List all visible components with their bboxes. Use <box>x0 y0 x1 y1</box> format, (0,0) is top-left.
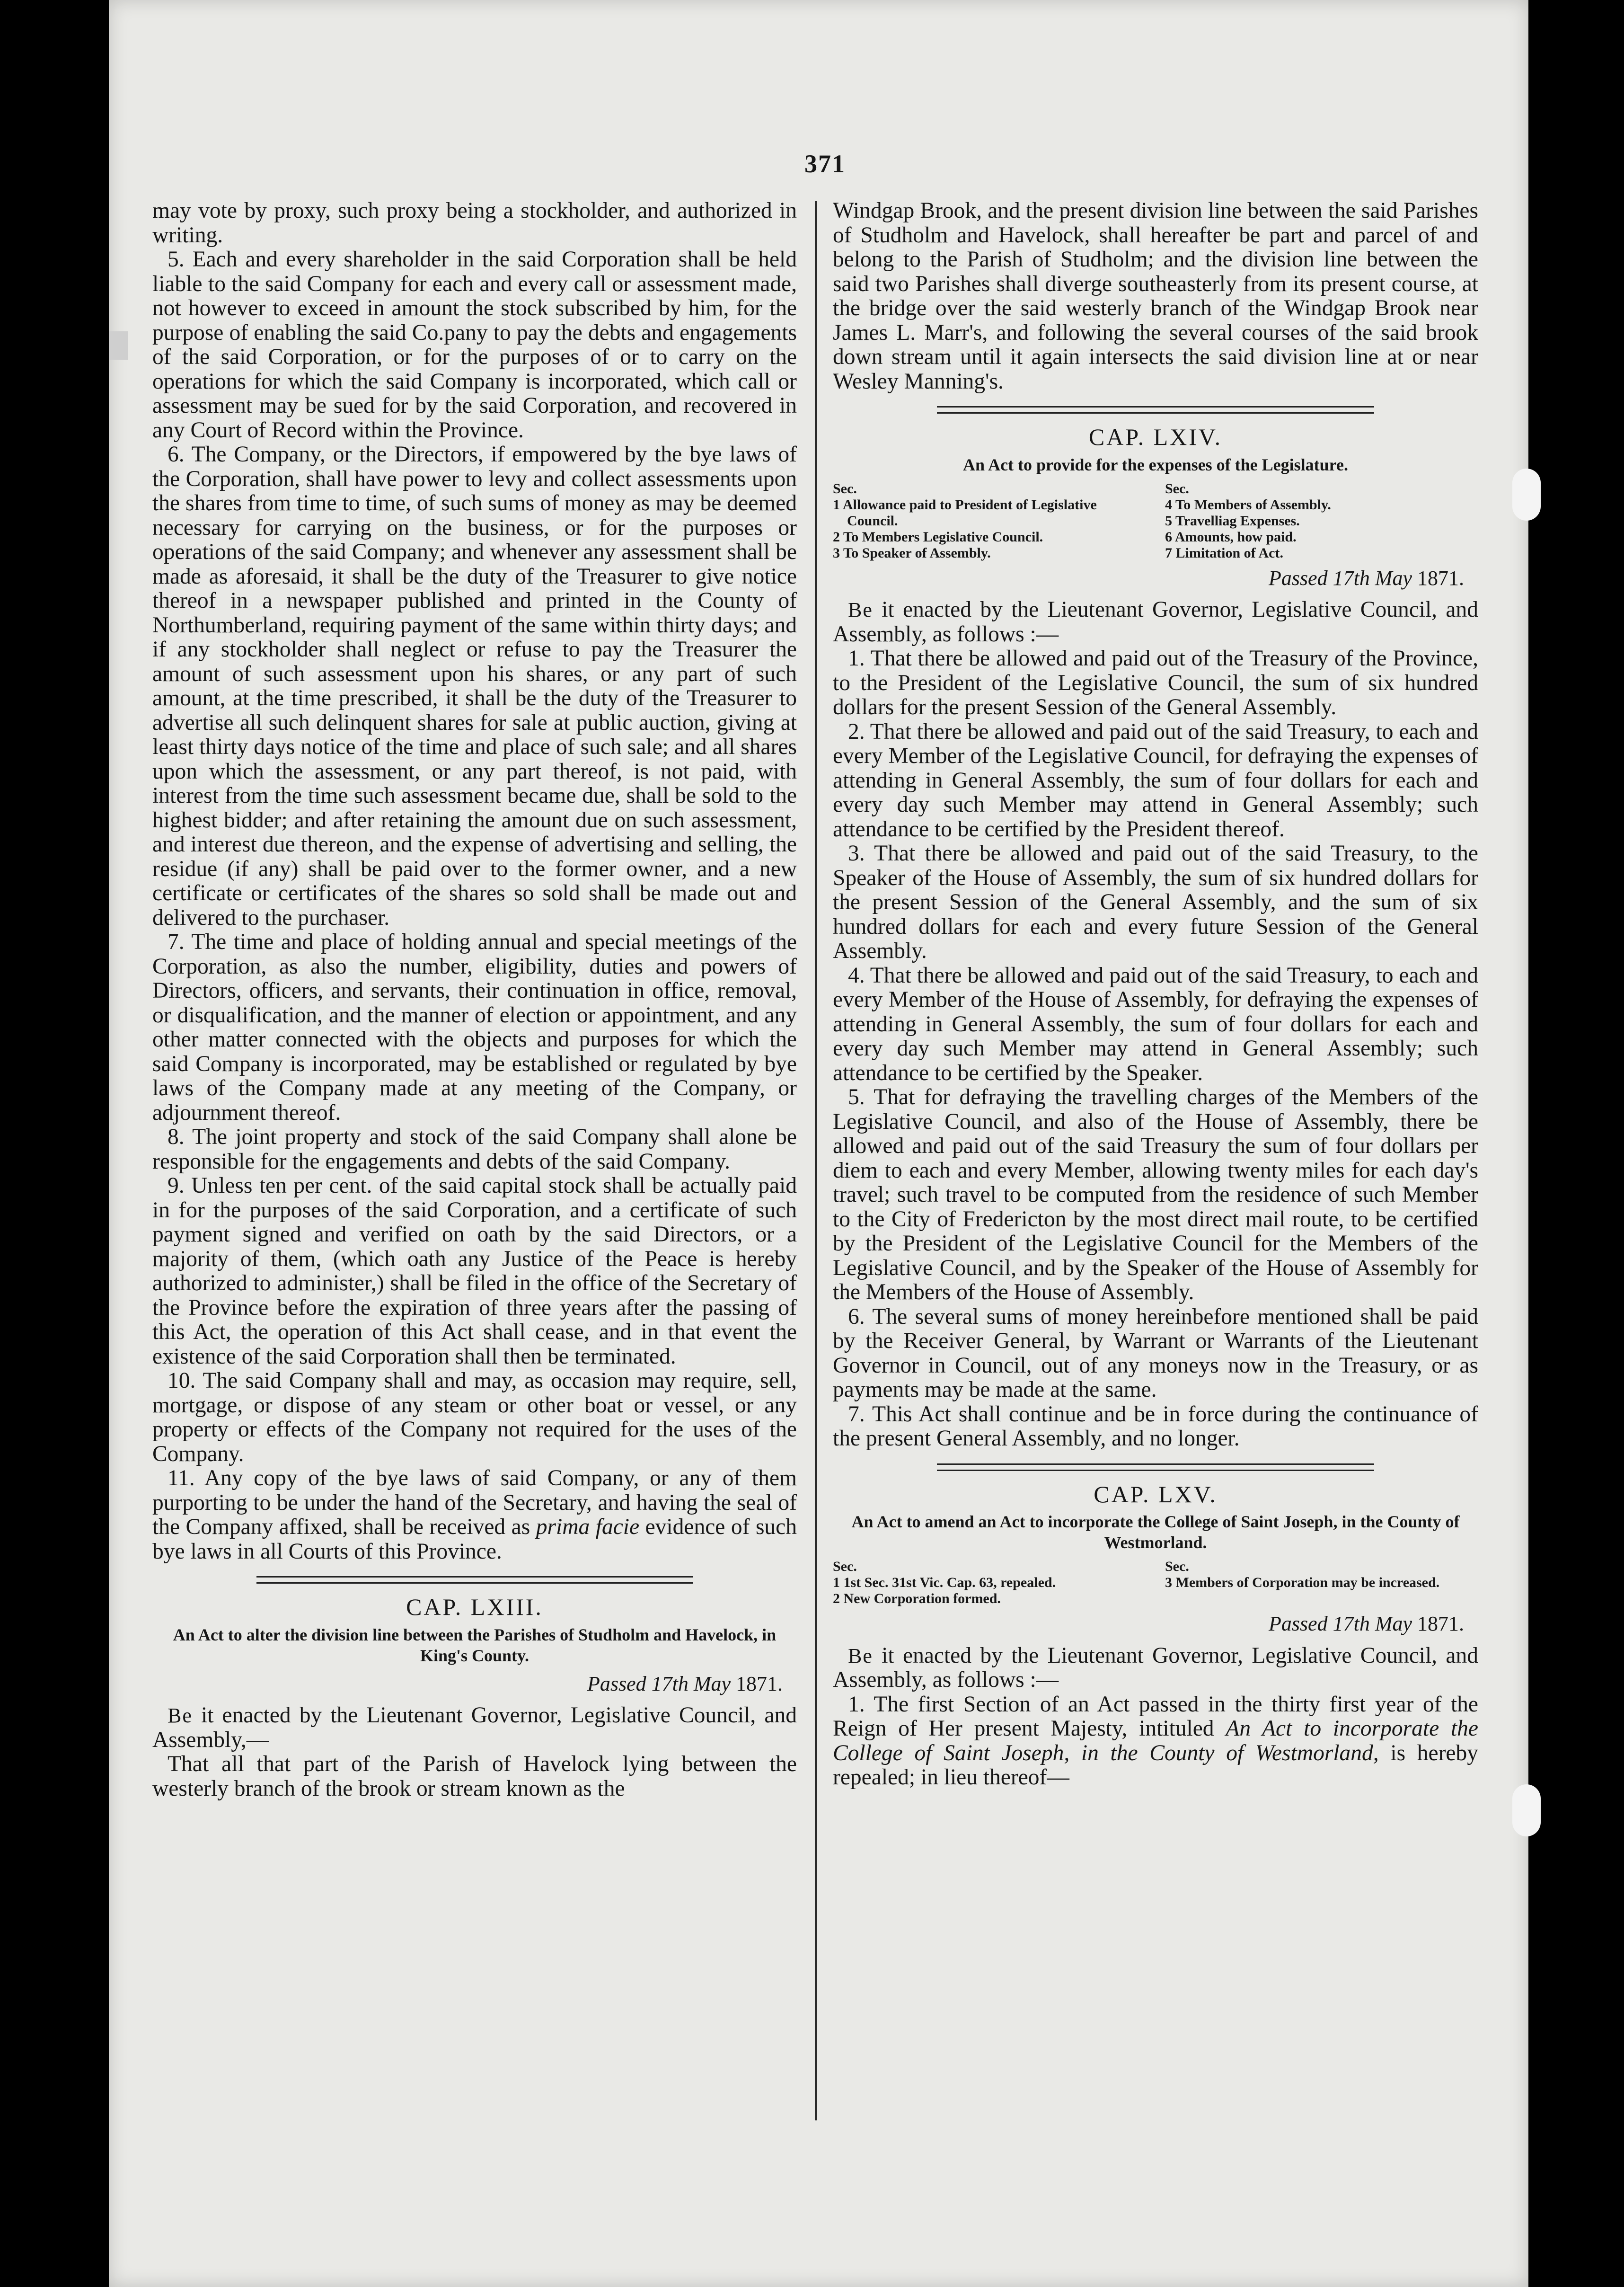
section-rule <box>937 1463 1374 1471</box>
sec-header: Sec. <box>1165 480 1189 496</box>
punch-hole <box>1512 1784 1541 1836</box>
paragraph: 9. Unless ten per cent. of the said capital stock shall be actually paid in for the purposes of the said Corporation, and a certificate of such payment signed and verified on oath by the said Directors, or a majority of them, (which oath any Justice of the Peace is hereby authorized to administer,) shall be filed in the office of the Secretary of the Province before the expiration of three years after the passing of this Act, the operation of this Act shall cease, and in that event the existence of the said Corporation shall then be terminated. <box>152 1173 797 1369</box>
left-column <box>152 199 797 1801</box>
enacting-clause <box>833 1644 1478 1693</box>
enact-first-word: Be <box>848 598 873 621</box>
section-paragraph <box>833 1693 1478 1790</box>
section-index-left <box>833 481 1146 561</box>
section-paragraph: 4. That there be allowed and paid out of the said Treasury, to each and every Member of the House of Assembly, for defraying the expenses of attending in General Assembly, the sum of four dollars for each and every day such Member may attend in General Assembly; such attendance to be certified by the Speaker. <box>833 963 1478 1085</box>
sec-entry: 2 New Corporation formed. <box>833 1591 1001 1606</box>
section-index <box>833 481 1478 561</box>
text-run: is hereby repealed; in lieu thereof— <box>833 1740 1479 1790</box>
paragraph: 8. The joint property and stock of the said Company shall alone be responsible for the engagements and debts of the said Company. <box>152 1125 797 1174</box>
sec-entry: 6 Amounts, how paid. <box>1165 529 1297 545</box>
paragraph: 10. The said Company shall and may, as occasion may require, sell, mortgage, or dispose of any steam or other boat or vessel, or any property or effects of the Company not required for the uses of the Company. <box>152 1368 797 1466</box>
sec-entry: 4 To Members of Assembly. <box>1165 496 1331 513</box>
text-run: 11. Any copy of the bye laws of said Company, or any of them purporting to be under the hand of the Secretary, and having the seal of the Company affixed, shall be received as <box>152 1466 797 1539</box>
enacting-clause <box>152 1703 797 1752</box>
passed-label: Passed 17th May <box>1268 1612 1412 1635</box>
paragraph: 5. Each and every shareholder in the said Corporation shall be held liable to the said Company for each and every call or assessment made, not however to exceed in amount the stock subscribed by him, for the purpose of enabling the said Co.pany to pay the debts and engagements of the said Corporation, or for the purposes of or to carry on the operations for which the said Company is incorporated, which call or assessment may be sued for by the said Corporation, and recovered in any Court of Record within the Province. <box>152 247 797 443</box>
enact-text: it enacted by the Lieutenant Governor, Legislative Council, and Assembly, as follows :— <box>833 1643 1478 1692</box>
column-divider <box>815 201 817 2120</box>
paragraph: Windgap Brook, and the present division line between the said Parishes of Studholm and Havelock, shall hereafter be part and parcel of and belong to the Parish of Studholm; and the division line between the said two Parishes shall diverge southeasterly from its present course, at the bridge over the said westerly branch of the Windgap Brook near James L. Marr's, and following the several courses of the said brook down stream until it again intersects the said division line at or near Wesley Manning's. <box>833 198 1478 394</box>
sec-entry: 1 Allowance paid to President of Legislative Council. <box>833 496 1097 529</box>
sec-entry: 3 Members of Corporation may be increased. <box>1165 1575 1440 1590</box>
passed-date <box>833 566 1464 591</box>
enact-first-word: Be <box>168 1704 193 1727</box>
paragraph: 7. The time and place of holding annual and special meetings of the Corporation, as also the number, eligibility, duties and powers of Directors, officers, and servants, their continuation in office, removal, or disqualification, and the manner of election or appointment, and any other matter connected with the objects and purposes for which the said Company is incorporated, may be established or regulated by bye laws of the Company made at any meeting of the Company, or adjournment thereof. <box>152 930 797 1125</box>
chapter-title: An Act to amend an Act to incorporate the College of Saint Joseph, in the County of Westmorland. <box>851 1512 1460 1552</box>
passed-label: Passed 17th May <box>1268 566 1412 590</box>
document-page <box>109 0 1528 2287</box>
passed-year: 1871. <box>1417 1612 1464 1635</box>
section-paragraph: 7. This Act shall continue and be in force during the continuance of the present General Assembly, and no longer. <box>833 1401 1478 1451</box>
italic-text: prima facie <box>536 1515 640 1539</box>
paragraph: 6. The Company, or the Directors, if empowered by the bye laws of the Corporation, shall have power to levy and collect assessments upon the shares from time to time, of such sums of money as may be deemed necessary for carrying on the business, or for the purposes or operations of the said Company; and whenever any assessment shall be made as aforesaid, it shall be the duty of the Treasurer to give notice thereof in a newspaper published and printed in the County of Northumberland, requiring payment of the same within thirty days; and if any stockholder shall neglect or refuse to pay the Treasurer the amount of such assessment upon his shares, or any part of such amount, at the time prescribed, it shall be the duty of the Treasurer to advertise all such delinquent shares for sale at public auction, giving at least thirty days notice of the time and place of such sale; and all shares upon which the assessment, or any part thereof, is not paid, with interest from the time such assessment became due, shall be sold to the highest bidder; and after retaining the amount due on such assessment, and interest due thereon, and the expense of advertising and selling, the residue (if any) shall be paid over to the former owner, and a new certificate or certificates of the shares so sold shall be made out and delivered to the purchaser. <box>152 442 797 930</box>
punch-hole <box>1512 469 1541 521</box>
text-run: evidence of such bye laws in all Courts of this Province. <box>152 1515 797 1564</box>
chapter-heading: CAP. LXIII. <box>406 1594 543 1620</box>
sec-header: Sec. <box>833 1559 857 1574</box>
sec-entry: 2 To Members Legislative Council. <box>833 529 1043 545</box>
section-index <box>833 1559 1478 1607</box>
passed-date <box>833 1612 1464 1636</box>
section-paragraph: 1. That there be allowed and paid out of the Treasury of the Province, to the President of the Legislative Council, the sum of six hundred dollars for the present Session of the General Assembly. <box>833 646 1478 719</box>
chapter-heading: CAP. LXIV. <box>1088 424 1223 450</box>
section-paragraph: 2. That there be allowed and paid out of the said Treasury, to each and every Member of the Legislative Council, for defraying the expenses of attending in General Assembly, the sum of four dollars for each and every day such Member may attend in General Assembly; such attendance to be certified by the President thereof. <box>833 719 1478 842</box>
chapter-heading: CAP. LXV. <box>1094 1480 1218 1507</box>
sec-header: Sec. <box>1165 1559 1189 1574</box>
section-paragraph: 6. The several sums of money hereinbefore mentioned shall be paid by the Receiver General, by Warrant or Warrants of the Lieutenant Governor in Council, out of any moneys now in the Treasury, or as payments may be made at the same. <box>833 1304 1478 1402</box>
section-rule <box>937 406 1374 414</box>
section-index-left <box>833 1559 1146 1607</box>
paragraph <box>152 1466 797 1564</box>
right-column <box>833 199 1478 1790</box>
scan-edge-mark <box>109 331 128 360</box>
enacting-clause <box>833 598 1478 647</box>
sec-header: Sec. <box>833 480 857 496</box>
section-index-right <box>1165 1559 1478 1607</box>
sec-entry: 3 To Speaker of Assembly. <box>833 545 991 561</box>
section-paragraph: 3. That there be allowed and paid out of the said Treasury, to the Speaker of the House of Assembly, the sum of six hundred dollars for the present Session of the General Assembly, and the sum of six hundred dollars for each and every future Session of the General Assembly. <box>833 841 1478 963</box>
italic-text: An Act to incorporate the College of Saint Joseph, in the County of Westmorland, <box>833 1716 1478 1765</box>
passed-year: 1871. <box>736 1672 783 1695</box>
sec-entry: 5 Travelliag Expenses. <box>1165 513 1300 529</box>
paragraph: may vote by proxy, such proxy being a stockholder, and authorized in writing. <box>152 198 797 248</box>
sec-entry: 1 1st Sec. 31st Vic. Cap. 63, repealed. <box>833 1575 1056 1590</box>
text-run: 1. The first Section of an Act passed in the thirty first year of the Reign of Her present Majesty, intituled <box>833 1692 1478 1741</box>
enact-first-word: Be <box>848 1644 873 1667</box>
section-index-right <box>1165 481 1478 561</box>
paragraph: That all that part of the Parish of Havelock lying between the westerly branch of the brook or stream known as the <box>152 1752 797 1801</box>
passed-year: 1871. <box>1417 566 1464 590</box>
chapter-title: An Act to provide for the expenses of the Legislature. <box>963 455 1348 474</box>
enact-text: it enacted by the Lieutenant Governor, Legislative Council, and Assembly,— <box>152 1703 797 1752</box>
page-number: 371 <box>804 150 846 178</box>
passed-label: Passed 17th May <box>587 1672 731 1695</box>
sec-entry: 7 Limitation of Act. <box>1165 545 1283 561</box>
chapter-title: An Act to alter the division line between the Parishes of Studholm and Havelock, in King's County. <box>173 1625 777 1665</box>
passed-date <box>152 1672 783 1696</box>
enact-text: it enacted by the Lieutenant Governor, Legislative Council, and Assembly, as follows :— <box>833 597 1478 647</box>
section-paragraph: 5. That for defraying the travelling charges of the Members of the Legislative Council, and also of the House of Assembly, there be allowed and paid out of the said Treasury the sum of four dollars per diem to each and every Member, allowing twenty miles for each day's travel; such travel to be computed from the residence of such Member to the City of Fredericton by the most direct mail route, to be certified by the President of the Legislative Council for the Members of the Legislative Council, and by the Speaker of the House of Assembly for the Members of the House of Assembly. <box>833 1085 1478 1304</box>
section-rule <box>256 1576 693 1584</box>
